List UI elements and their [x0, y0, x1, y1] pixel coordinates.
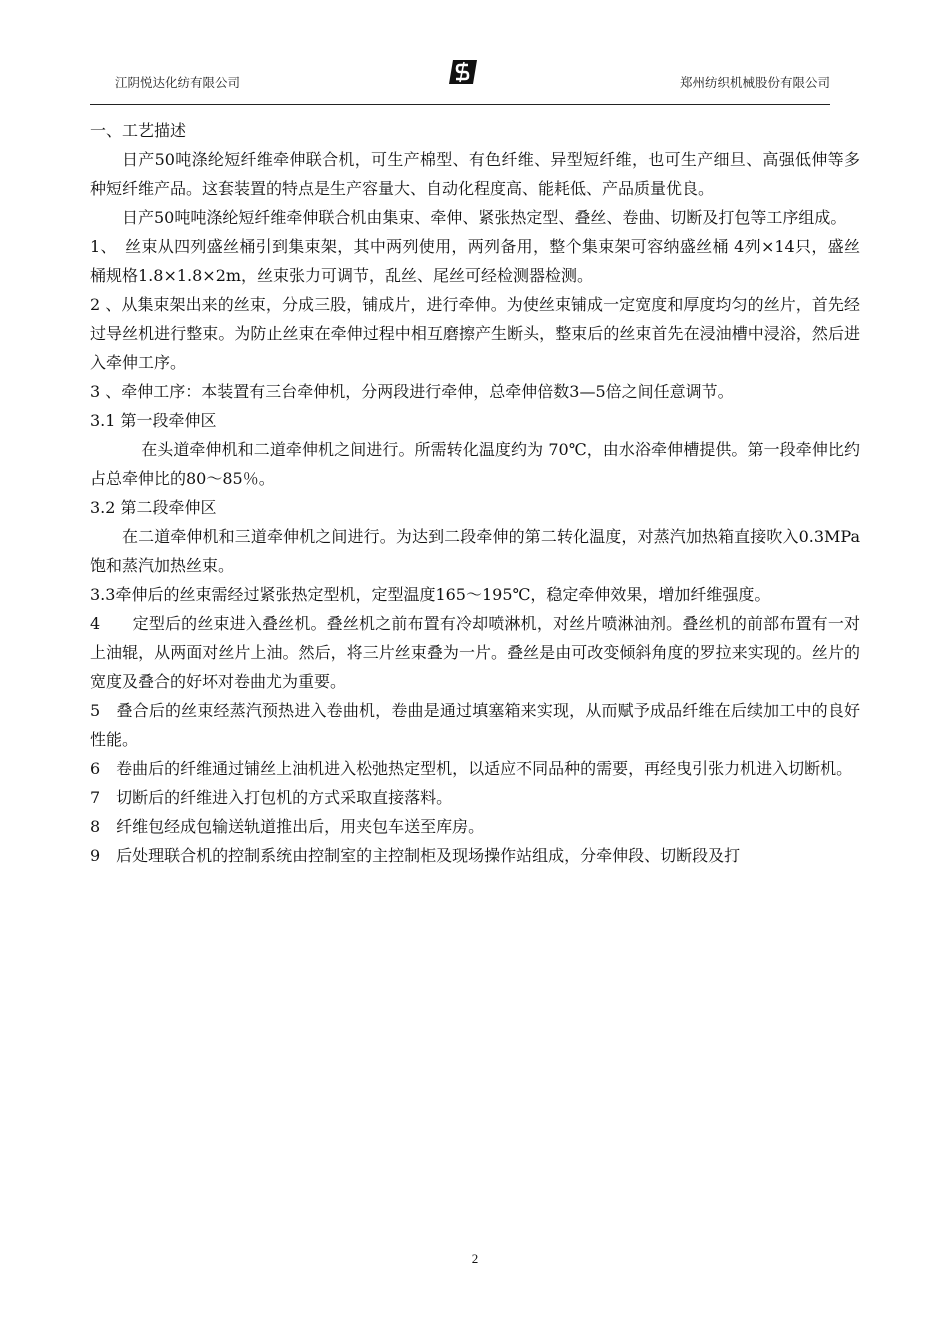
section-title: 一、工艺描述: [90, 121, 187, 140]
list-item-3: 3 、牵伸工序：本装置有三台牵伸机，分两段进行牵伸，总牵伸倍数3—5倍之间任意调节。: [90, 382, 734, 401]
list-item-7: 7 切断后的纤维进入打包机的方式采取直接落料。: [90, 788, 453, 807]
paragraph-3-2: 在二道牵伸机和三道牵伸机之间进行。为达到二段牵伸的第二转化温度，对蒸汽加热箱直接吹入0.3MPa饱和蒸汽加热丝束。: [90, 527, 860, 575]
list-item-3-3: 3.3牵伸后的丝束需经过紧张热定型机，定型温度165～195℃，稳定牵伸效果，增加纤维强度。: [90, 585, 771, 604]
header-left-company: 江阴悦达化纺有限公司: [115, 75, 241, 90]
list-item-2: 2 、从集束架出来的丝束，分成三股，铺成片，进行牵伸。为使丝束铺成一定宽度和厚度均匀的丝片，首先经过导丝机进行整束。为防止丝束在牵伸过程中相互磨擦产生断头，整束后的丝束首先在浸油槽中浸浴，然后进入牵伸工序。: [90, 295, 860, 372]
list-item-1: 1、 丝束从四列盛丝桶引到集束架，其中两列使用，两列备用，整个集束架可容纳盛丝桶 4列×14只，盛丝桶规格1.8×1.8×2m，丝束张力可调节，乱丝、尾丝可经检测器检测。: [90, 237, 860, 285]
list-item-6: 6 卷曲后的纤维通过铺丝上油机进入松弛热定型机，以适应不同品种的需要，再经曳引张力机进入切断机。: [90, 759, 853, 778]
subheading-3-1: 3.1 第一段牵伸区: [90, 411, 217, 430]
paragraph-process: 日产50吨吨涤纶短纤维牵伸联合机由集束、牵伸、紧张热定型、叠丝、卷曲、切断及打包等工序组成。: [122, 208, 847, 227]
list-item-8: 8 纤维包经成包输送轨道推出后，用夹包车送至库房。: [90, 817, 485, 836]
page-header: [90, 58, 830, 105]
header-right-company: 郑州纺织机械股份有限公司: [679, 75, 830, 90]
list-item-4: 4 定型后的丝束进入叠丝机。叠丝机之前布置有冷却喷淋机，对丝片喷淋油剂。叠丝机的前部布置有一对上油辊，从两面对丝片上油。然后，将三片丝束叠为一片。叠丝是由可改变倾斜角度的罗拉来实现的。丝片的宽度及叠合的好坏对卷曲尤为重要。: [90, 614, 860, 691]
subheading-3-2: 3.2 第二段牵伸区: [90, 498, 217, 517]
paragraph-3-1: 在头道牵伸机和二道牵伸机之间进行。所需转化温度约为 70℃，由水浴牵伸槽提供。第一段牵伸比约占总牵伸比的80～85％。: [90, 440, 860, 488]
page-number: 2: [471, 1251, 479, 1266]
list-item-5: 5 叠合后的丝束经蒸汽预热进入卷曲机，卷曲是通过填塞箱来实现，从而赋予成品纤维在后续加工中的良好性能。: [90, 701, 860, 749]
document-body: [90, 116, 860, 870]
paragraph-overview: 日产50吨涤纶短纤维牵伸联合机，可生产棉型、有色纤维、异型短纤维，也可生产细旦、高强低伸等多种短纤维产品。这套装置的特点是生产容量大、自动化程度高、能耗低、产品质量优良。: [90, 150, 860, 198]
list-item-9: 9 后处理联合机的控制系统由控制室的主控制柜及现场操作站组成，分牵伸段、切断段及打: [90, 846, 741, 865]
company-logo-icon: [448, 59, 478, 85]
